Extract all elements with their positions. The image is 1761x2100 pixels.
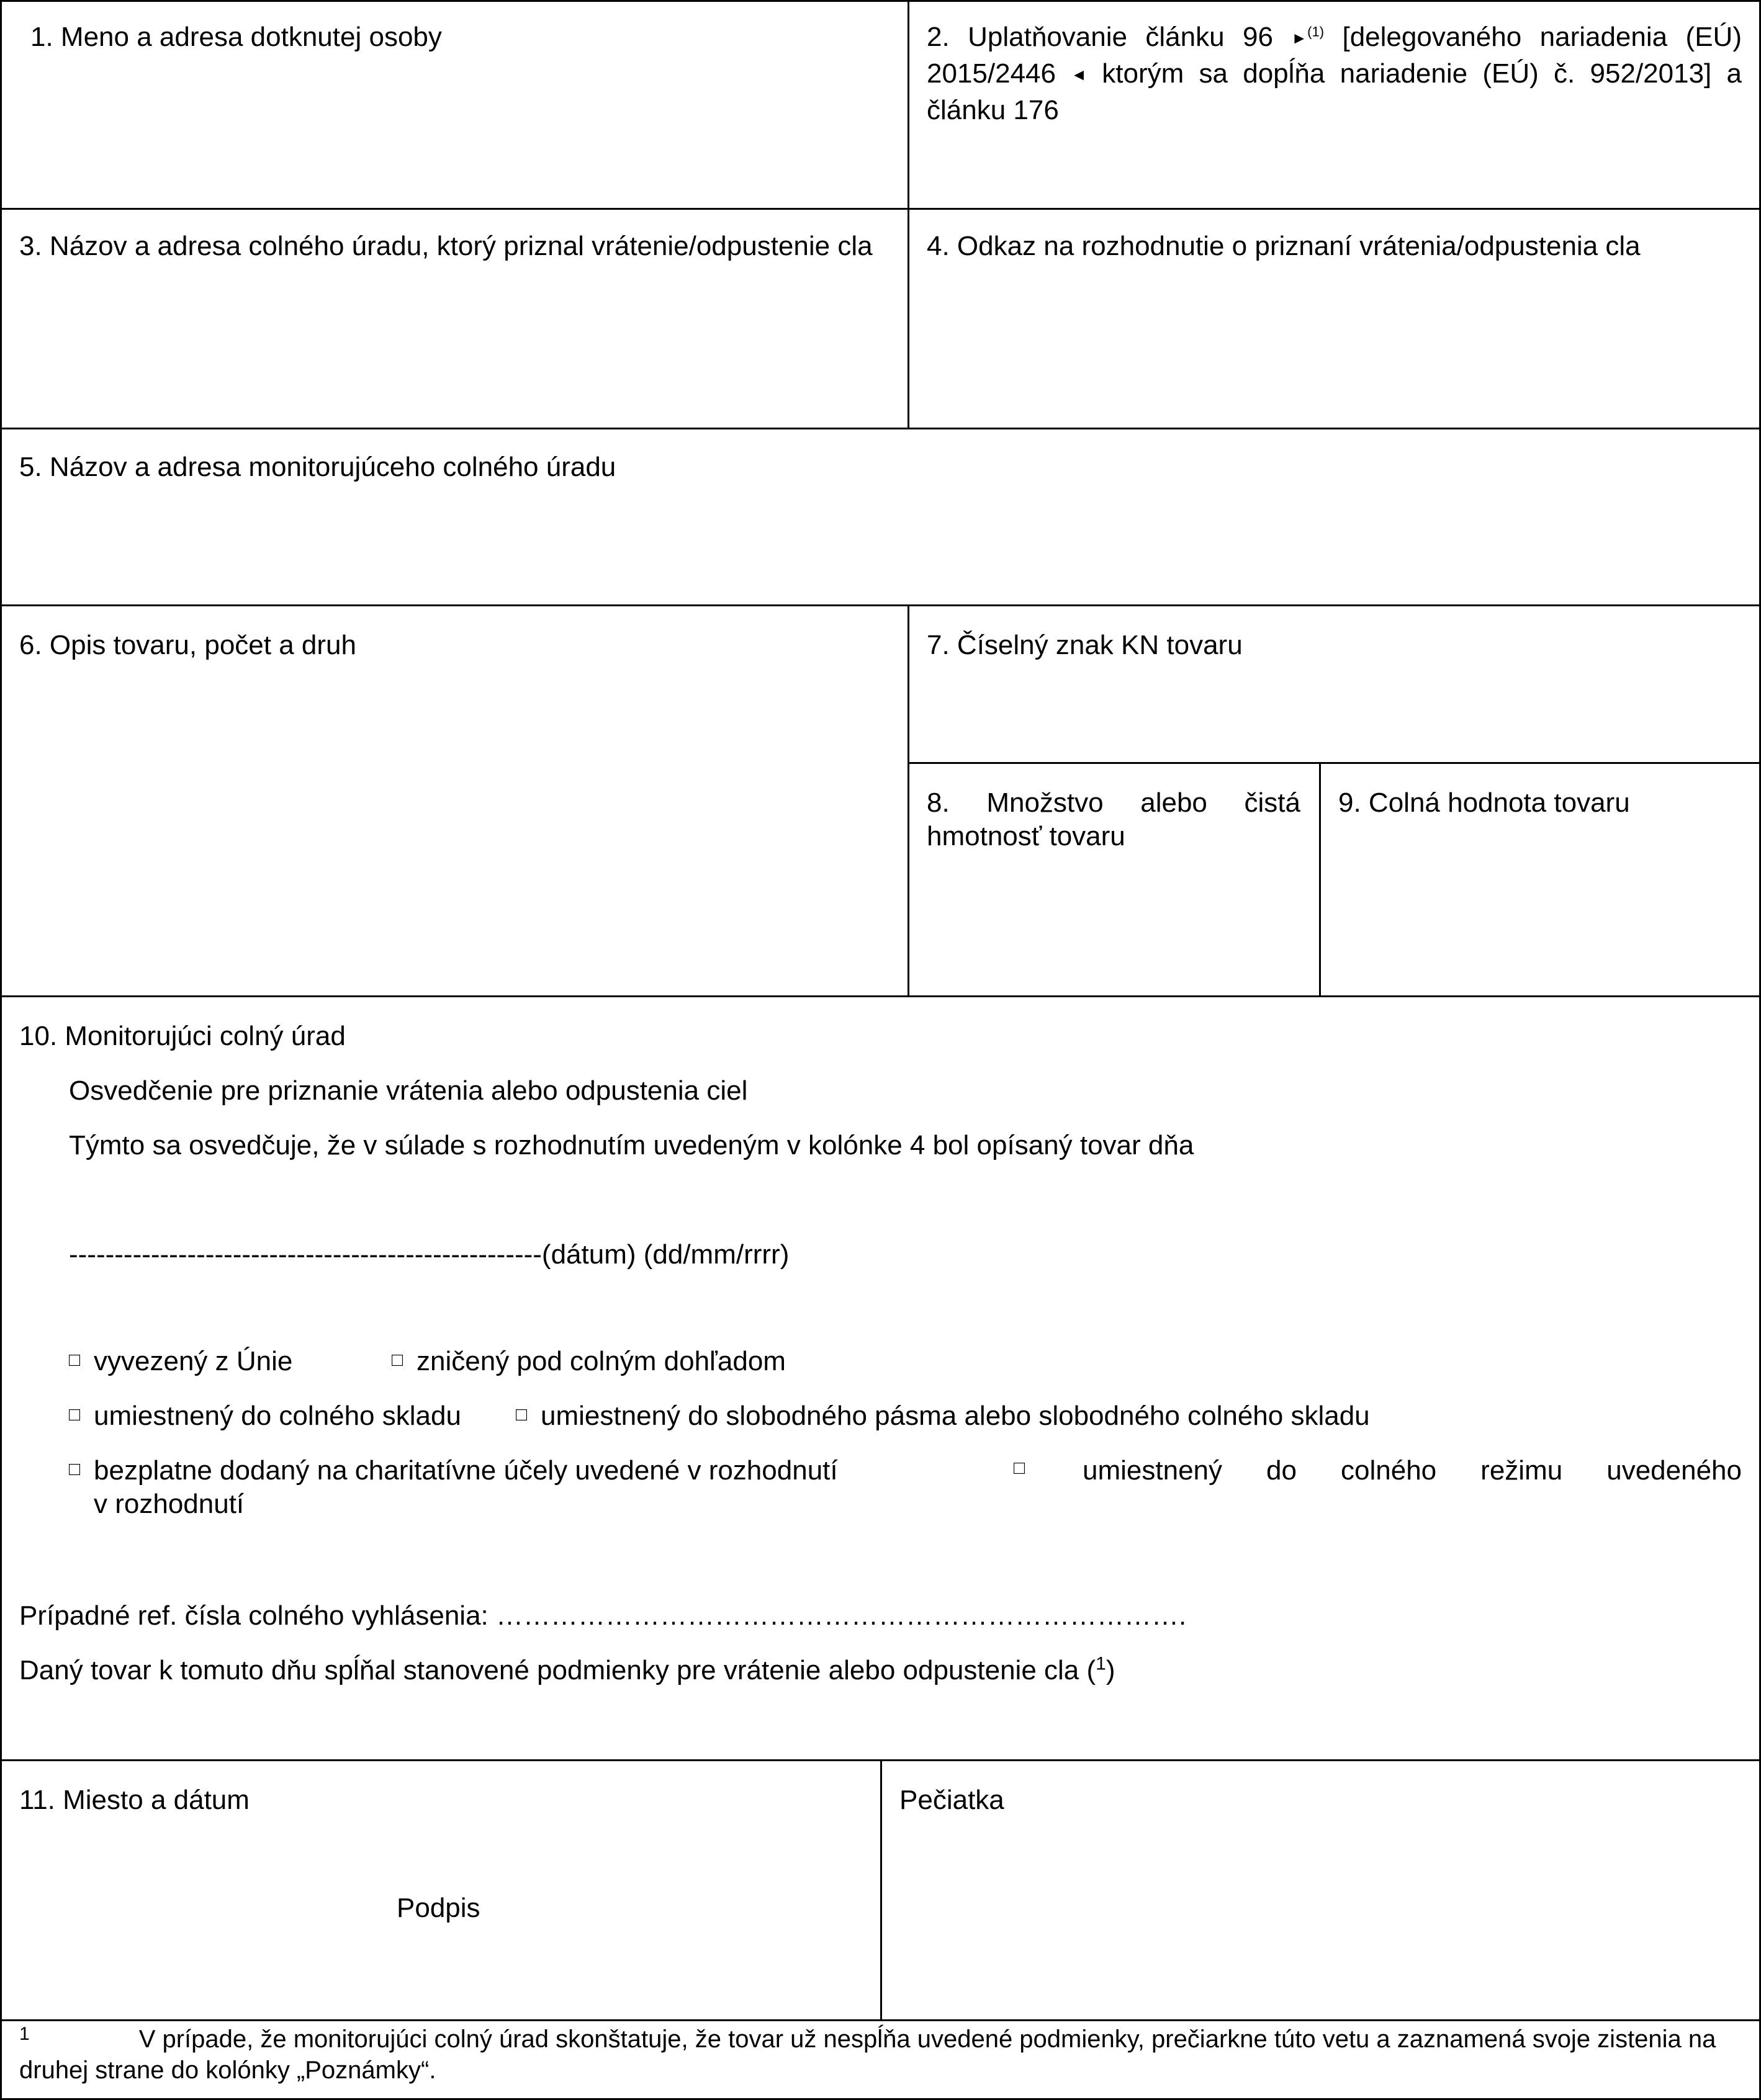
option-procedure-word: colného (1341, 1455, 1437, 1486)
ref-numbers-label: Prípadné ref. čísla colného vyhlásenia: (19, 1600, 489, 1631)
option-procedure-word: uvedeného (1606, 1455, 1742, 1486)
box-2-sup: (1) (1307, 24, 1325, 40)
checkbox-icon[interactable]: □ (69, 1350, 81, 1371)
stamp-label: Pečiatka (899, 1785, 1004, 1815)
box-10-certification (0, 995, 1761, 1761)
box-9-customs-value (1319, 762, 1761, 997)
stamp-box (880, 1759, 1761, 2021)
arrow-left-icon: ◄ (1071, 65, 1087, 84)
checkbox-icon[interactable]: □ (69, 1459, 81, 1480)
option-procedure-word: režimu (1480, 1455, 1563, 1486)
box-1-person (0, 0, 909, 210)
box-7-label: 7. Číselný znak KN tovaru (927, 630, 1243, 660)
option-procedure-word: do (1266, 1455, 1297, 1486)
box-9-label: 9. Colná hodnota tovaru (1338, 787, 1630, 818)
box-8-label: 8. Množstvo alebo čistá hmotnosť tovaru (927, 787, 1300, 851)
footnote (19, 2024, 1737, 2086)
box-11-place-date (0, 1759, 882, 2021)
checkbox-icon[interactable]: □ (392, 1350, 403, 1371)
box-5-label: 5. Názov a adresa monitorujúceho colného úradu (19, 452, 616, 482)
option-customs-warehouse[interactable]: □ umiestnený do colného skladu (69, 1399, 461, 1434)
box-11-label: 11. Miesto a dátum (19, 1785, 250, 1815)
checkbox-icon[interactable]: □ (516, 1404, 528, 1425)
box-10-title: 10. Monitorujúci colný úrad (19, 1021, 346, 1051)
box-10-subtitle: Osvedčenie pre priznanie vrátenia alebo odpustenia ciel (69, 1075, 748, 1106)
box-2-article-application (908, 0, 1761, 210)
box-4-decision-reference (908, 208, 1761, 429)
option-procedure-line (1014, 1454, 1742, 1487)
footnote-ref: 1 (1096, 1653, 1106, 1674)
checkbox-icon[interactable]: □ (1014, 1458, 1025, 1478)
box-3-label: 3. Názov a adresa colného úradu, ktorý priznal vrátenie/odpustenie cla (19, 231, 873, 261)
checkbox-icon[interactable]: □ (69, 1404, 81, 1425)
box-2-text: 2. Uplatňovanie článku 96 ►$^{(1)}$ [delegovaného nariadenia (EÚ) 2015/2446 ◄ ktorým sa dopĺňa nariadenie (EÚ) č. 952/2013] a článku 176 (927, 22, 1742, 125)
footnote-text: V prípade, že monitorujúci colný úrad skonštatuje, že tovar už nespĺňa uvedené podmienky, prečiarkne túto vetu a zaznamená svoje zistenia na druhej strane do kolónky „Poznámky“. (19, 2026, 1716, 2084)
box-4-label: 4. Odkaz na rozhodnutie o priznaní vrátenia/odpustenia cla (927, 231, 1641, 261)
ref-numbers-line (19, 1599, 1186, 1633)
conditions-statement: Daný tovar k tomuto dňu spĺňal stanovené podmienky pre vrátenie alebo odpustenie cla ($^1$) (19, 1653, 1115, 1685)
option-procedure-word: umiestnený (1083, 1455, 1223, 1486)
option-charity[interactable]: □ bezplatne dodaný na charitatívne účely uvedené v rozhodnutí (69, 1454, 838, 1489)
box-1-label: 1. Meno a adresa dotknutej osoby (30, 22, 442, 52)
box-7-cn-code (908, 604, 1761, 764)
box-3-customs-office (0, 208, 909, 429)
signature-label: Podpis (397, 1893, 480, 1923)
box-6-goods-description (0, 604, 909, 997)
box-8-quantity (908, 762, 1321, 997)
footnote-marker: 1 (19, 2024, 30, 2044)
footnote-box (0, 2019, 1761, 2100)
option-procedure-continuation: v rozhodnutí (94, 1489, 245, 1519)
option-exported[interactable]: □ vyvezený z Únie (69, 1345, 292, 1380)
ref-numbers-dots: …………………………………………………………………. (496, 1600, 1187, 1631)
option-destroyed[interactable]: □ zničený pod colným dohľadom (392, 1345, 786, 1380)
box-10-date-line: ----------------------------------------------------(dátum) (dd/mm/rrrr) (69, 1239, 790, 1270)
box-6-label: 6. Opis tovaru, počet a druh (19, 630, 356, 660)
box-5-monitoring-office (0, 428, 1761, 606)
option-procedure[interactable] (1014, 1454, 1742, 1487)
box-10-statement: Týmto sa osvedčuje, že v súlade s rozhodnutím uvedeným v kolónke 4 bol opísaný tovar dňa (69, 1130, 1194, 1160)
arrow-right-icon: ► (1291, 29, 1308, 47)
option-free-zone[interactable]: □ umiestnený do slobodného pásma alebo slobodného colného skladu (516, 1399, 1370, 1434)
